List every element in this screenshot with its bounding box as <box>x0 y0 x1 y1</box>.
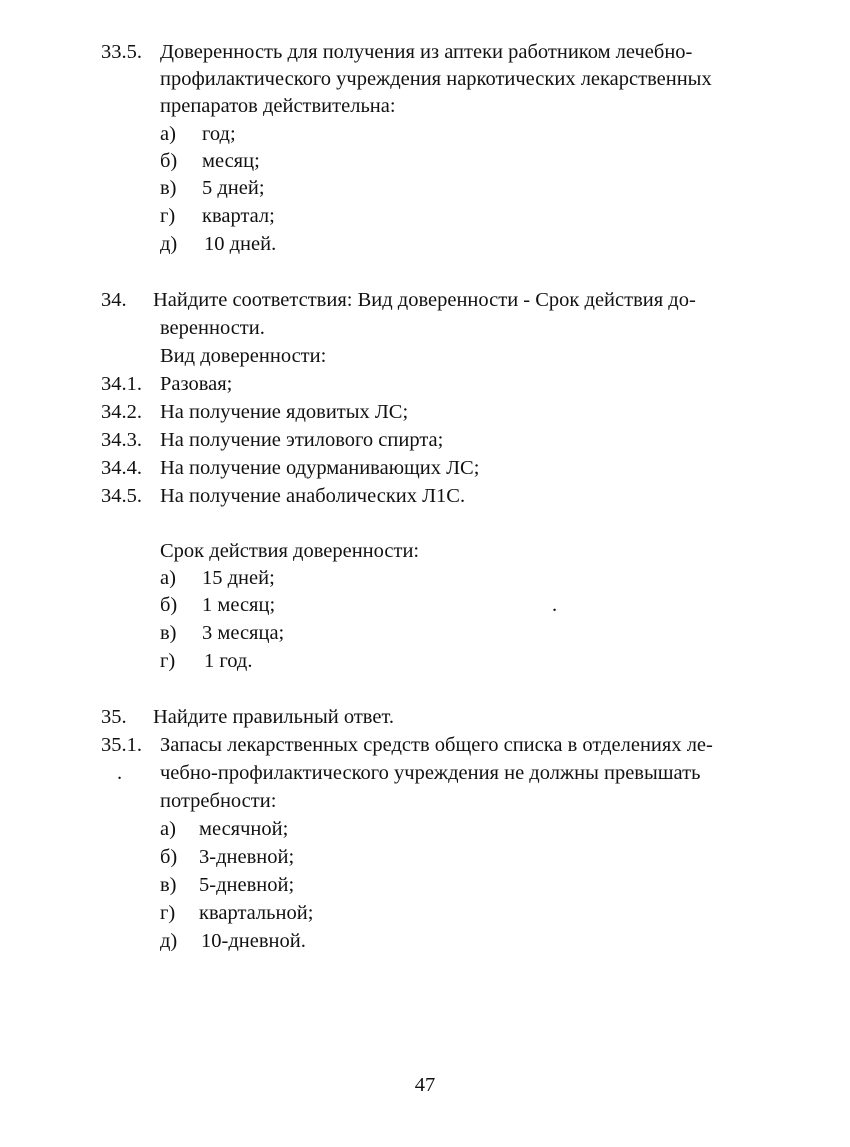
question-number: 34. <box>101 289 127 311</box>
option-letter: а) <box>160 123 176 145</box>
item-text: На получение этилового спирта; <box>160 429 444 451</box>
option-text: квартал; <box>202 205 275 227</box>
option-text: 5-дневной; <box>199 874 295 896</box>
option-letter: г) <box>160 650 176 672</box>
item-text: На получение анаболических Л1С. <box>160 485 466 507</box>
option-letter: а) <box>160 567 176 589</box>
option-text: месяц; <box>202 150 260 172</box>
question-text-line: веренности. <box>160 317 265 339</box>
question-number: 35. <box>101 706 127 728</box>
question-text-line: потребности: <box>160 790 277 812</box>
option-text: месячной; <box>199 818 289 840</box>
option-letter: г) <box>160 205 176 227</box>
item-number: 34.3. <box>101 429 142 451</box>
question-text-line: чебно-профилактического учреждения не должны превышать <box>160 762 701 784</box>
option-letter: а) <box>160 818 176 840</box>
option-letter: в) <box>160 622 177 644</box>
question-text-line: Доверенность для получения из аптеки работником лечебно- <box>160 41 693 63</box>
option-letter: б) <box>160 594 178 616</box>
option-letter: г) <box>160 902 176 924</box>
option-letter: д) <box>160 930 178 952</box>
option-text: 1 год. <box>204 650 253 672</box>
option-text: квартальной; <box>199 902 314 924</box>
right-column-heading: Срок действия доверенности: <box>160 540 420 562</box>
option-letter: в) <box>160 874 177 896</box>
item-text: На получение ядовитых ЛС; <box>160 401 409 423</box>
stray-mark: . <box>117 762 123 784</box>
option-text: 3-дневной; <box>199 846 295 868</box>
page-number: 47 <box>414 1074 436 1096</box>
option-text: 1 месяц; <box>202 594 276 616</box>
item-number: 34.5. <box>101 485 142 507</box>
option-text: 10-дневной. <box>201 930 306 952</box>
item-text: Разовая; <box>160 373 233 395</box>
item-number: 34.2. <box>101 401 142 423</box>
option-letter: б) <box>160 846 178 868</box>
stray-mark: . <box>552 594 558 616</box>
option-text: 15 дней; <box>202 567 275 589</box>
option-letter: б) <box>160 150 178 172</box>
question-text-line: Найдите соответствия: Вид доверенности - Срок действия до- <box>153 289 696 311</box>
left-column-heading: Вид доверенности: <box>160 345 327 367</box>
option-text: 3 месяца; <box>202 622 285 644</box>
item-number: 34.4. <box>101 457 142 479</box>
option-letter: д) <box>160 233 178 255</box>
option-text: год; <box>202 123 236 145</box>
question-text-line: Запасы лекарственных средств общего списка в отделениях ле- <box>160 734 713 756</box>
option-text: 10 дней. <box>204 233 277 255</box>
question-text-line: препаратов действительна: <box>160 95 396 117</box>
item-number: 34.1. <box>101 373 142 395</box>
option-text: 5 дней; <box>202 177 265 199</box>
question-number: 35.1. <box>101 734 142 756</box>
item-text: На получение одурманивающих ЛС; <box>160 457 480 479</box>
question-title: Найдите правильный ответ. <box>153 706 394 728</box>
option-letter: в) <box>160 177 177 199</box>
question-number: 33.5. <box>101 41 142 63</box>
question-text-line: профилактического учреждения наркотических лекарственных <box>160 68 712 90</box>
